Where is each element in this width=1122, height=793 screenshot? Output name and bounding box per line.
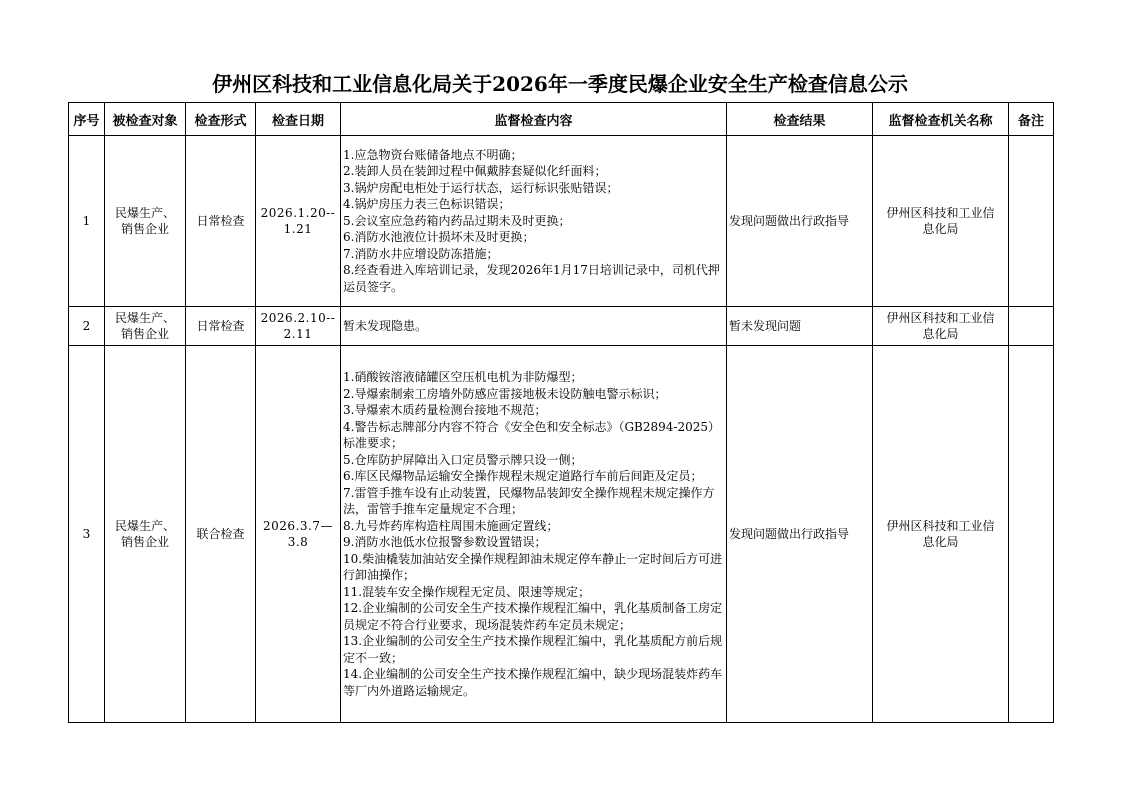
content-item: 12.企业编制的公司安全生产技术操作规程汇编中，乳化基质制备工房定员规定不符合行业要求，现场混装炸药车定员未规定； <box>343 601 723 632</box>
content-item: 4.警告标志牌部分内容不符合《安全色和安全标志》（GB2894-2025）标准要求； <box>343 419 720 450</box>
target-line: 销售企业 <box>120 327 169 341</box>
header-agency: 监督检查机关名称 <box>873 103 1009 136</box>
cell-result: 暂未发现问题 <box>727 307 873 346</box>
cell-seq: 3 <box>69 346 105 723</box>
content-item: 9.消防水池低水位报警参数设置错误； <box>343 535 547 549</box>
cell-content <box>341 307 727 346</box>
date-line: 1.21 <box>283 222 313 236</box>
cell-remark <box>1009 307 1054 346</box>
cell-result: 发现问题做出行政指导 <box>727 136 873 307</box>
inspection-table <box>68 102 1054 723</box>
header-result: 检查结果 <box>727 103 873 136</box>
cell-result: 发现问题做出行政指导 <box>727 346 873 723</box>
content-item: 5.会议室应急药箱内药品过期未及时更换； <box>343 213 571 228</box>
cell-agency <box>873 307 1009 346</box>
agency-line: 伊州区科技和工业信 <box>886 205 995 220</box>
cell-agency <box>873 136 1009 307</box>
target-line: 民爆生产、 <box>114 518 175 533</box>
cell-content <box>341 346 727 723</box>
cell-target <box>105 136 186 307</box>
content-item: 2.导爆索制索工房墙外防感应雷接地极未设防触电警示标识； <box>343 386 667 401</box>
cell-date <box>256 346 341 723</box>
header-content: 监督检查内容 <box>341 103 727 136</box>
target-line: 销售企业 <box>120 222 169 236</box>
cell-remark <box>1009 136 1054 307</box>
date-line: 2026.3.7— <box>263 518 333 533</box>
cell-content <box>341 136 727 307</box>
target-line: 民爆生产、 <box>114 205 175 220</box>
content-item: 7.雷管手推车设有止动装置，民爆物品装卸安全操作规程未规定操作方法，雷管手推车定量规定不合理； <box>343 485 715 516</box>
date-line: 3.8 <box>287 535 309 549</box>
content-item: 13.企业编制的公司安全生产技术操作规程汇编中，乳化基质配方前后规定不一致； <box>343 634 723 665</box>
cell-remark <box>1009 346 1054 723</box>
table-row <box>69 136 1054 307</box>
content-item: 11.混装车安全操作规程无定员、限速等规定； <box>343 584 591 599</box>
content-item: 6.消防水池液位计损坏未及时更换； <box>343 230 535 245</box>
cell-date <box>256 136 341 307</box>
target-line: 销售企业 <box>120 535 169 549</box>
content-item: 1.应急物资台账储备地点不明确； <box>343 147 523 162</box>
content-item: 8.经查看进入库培训记录，发现2026年1月17日培训记录中，司机代押运员签字。 <box>343 263 720 294</box>
content-item: 14.企业编制的公司安全生产技术操作规程汇编中，缺少现场混装炸药车等厂内外道路运输规定。 <box>343 667 723 698</box>
content-item: 暂未发现隐患。 <box>343 318 428 333</box>
header-remark: 备注 <box>1009 103 1054 136</box>
header-date: 检查日期 <box>256 103 341 136</box>
header-form: 检查形式 <box>186 103 256 136</box>
target-line: 民爆生产、 <box>114 310 175 325</box>
content-item: 5.仓库防护屏障出入口定员警示牌只设一侧； <box>343 452 583 467</box>
table-row <box>69 346 1054 723</box>
cell-target <box>105 307 186 346</box>
cell-form: 日常检查 <box>186 136 256 307</box>
header-seq: 序号 <box>69 103 105 136</box>
content-item: 4.锅炉房压力表三色标识错误； <box>343 197 511 212</box>
agency-line: 息化局 <box>922 327 959 341</box>
cell-seq: 1 <box>69 136 105 307</box>
page-title: 伊州区科技和工业信息化局关于2026年一季度民爆企业安全生产检查信息公示 <box>212 72 908 96</box>
header-row <box>69 103 1054 136</box>
date-line: 2026.1.20-- <box>260 205 336 220</box>
agency-line: 伊州区科技和工业信 <box>886 518 995 533</box>
agency-line: 息化局 <box>922 535 959 549</box>
content-item: 3.导爆索木质药量检测台接地不规范； <box>343 403 547 417</box>
content-item: 10.柴油橇装加油站安全操作规程卸油未规定停车静止一定时间后方可进行卸油操作； <box>343 551 723 582</box>
cell-target <box>105 346 186 723</box>
date-line: 2026.2.10-- <box>260 310 336 325</box>
agency-line: 伊州区科技和工业信 <box>886 310 995 325</box>
content-item: 1.硝酸铵溶液储罐区空压机电机为非防爆型； <box>343 370 583 384</box>
content-item: 7.消防水井应增设防冻措施； <box>343 246 499 261</box>
cell-date <box>256 307 341 346</box>
cell-form: 联合检查 <box>186 346 256 723</box>
content-item: 6.库区民爆物品运输安全操作规程未规定道路行车前后间距及定员； <box>343 469 703 483</box>
content-item: 8.九号炸药库构造柱周围未施画定置线； <box>343 518 559 533</box>
cell-seq: 2 <box>69 307 105 346</box>
header-target: 被检查对象 <box>105 103 186 136</box>
cell-agency <box>873 346 1009 723</box>
table-row <box>69 307 1054 346</box>
content-item: 2.装卸人员在装卸过程中佩戴脖套疑似化纤面料； <box>343 164 607 179</box>
content-item: 3.锅炉房配电柜处于运行状态，运行标识张贴错误； <box>343 180 619 195</box>
agency-line: 息化局 <box>922 222 959 236</box>
date-line: 2.11 <box>283 327 313 341</box>
cell-form: 日常检查 <box>186 307 256 346</box>
